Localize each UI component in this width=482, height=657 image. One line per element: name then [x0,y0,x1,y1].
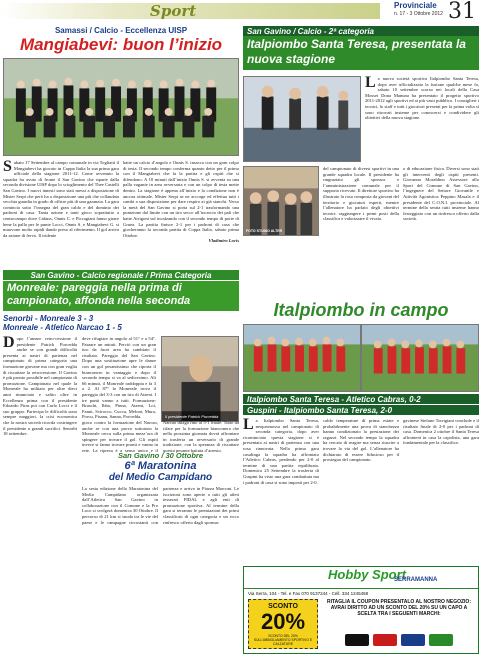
category-bar: San Gavino / Calcio - 2ª categoria [243,26,479,36]
story-headline: Italpiombo Santa Teresa, presentata la nuova stagione [243,36,479,70]
sconto-text: SCONTO DEL 20% SULL’ABBIGLIAMENTO SPORTIVO E CALZATURE [253,634,313,646]
story-text-b: batte un calcio d’angolo e Onnis S. insacca con un gran colpo di testa. Il secondo tempo conferma quanto detto per il primo con il Mangiabevi che fa la partita e gli ospiti che si difendono. A 10 minuti dall’inizio Onnis S. si avventa su una palla vagante in area avversaria e con un colpo di testa mette dentro. La stagione è appena all’inizio e la condizione non è ancora ottimale. Mister Serpi se ne accorge ed effettua tutti i cambi a sua disposizione per dare respiro ai già stanchi. Verso la metà del San Gavino si porta sul 2-1 trasformando una punizione dal limite con un tiro secco all’incrocio dei pali che batte Arrigoni sul incalzando con il secondo tempo di porte di Gruea. La partita finisce 2-1 per i padroni di casa che giocheranno la seconda partita di Coppa Italia, sabato prima Ottobre. [123,160,239,238]
story-text-c: gioco contro la formazione del Narcao, anche se con una prova sottotono la Monreale cerca sulla prima mezz’ora di spingere per trovare il gol. Gli ospiti invece si fanno trovare pronti e vanno in rete. La ripresa è a senso unico e il Narcao dilaga fino al 5-1 finale. Tutto da rifare per la formazione bianconera che nella prossima giornata dovrà affrontare in trasferta un avversario di grande tradizione, con la speranza di riscattare questa pesante battuta d’arresto. [82,420,239,453]
story-headline: Monreale: pareggia nella prima di campionato, affonda nella seconda [3,281,239,311]
story-maratonina [82,451,239,576]
brand-logo-icon [401,634,425,646]
ad-coupon [248,599,318,649]
headline-line-2: del Medio Campidano [108,472,213,483]
president-photo [161,336,239,422]
story-text: La sesta edizione della Maratonina del Medio Campidano organizzata dall’Atletica San Gavino in collaborazione con il Comune e la Pro Loco si svolgerà domenica 30 Ottobre. Il percorso di 21 km si snoda tra le vie del paese e le campagne circostanti con partenza e arrivo in Piazza Marconi. Le iscrizioni sono aperte a tutti gli atleti tesserati FIDAL e agli enti di promozione sportiva. Al termine della gara si terranno le premiazioni dei primi classificati di ogni categoria e un ricco rinfresco offerto dagli sponsor. [82,486,239,525]
story-italpiombo-in-campo: Italpiombo in campo Italpiombo Santa Teresa - Atletico Cabras, 0-2 Guspini - Italpiombo Santa Teresa, 2-0 La Italpiombo Santa Teresa, neopromossa nel campionato di seconda categoria, dopo aver ricominciato questa stagione si è presentata ai nastri di partenza con una rosa rinnovata. Nella prima gara casalinga la squadra ha affrontato l’Atletico Cabras, perdendo per 2-0 al termine di una partita equilibrata. Domenica 25 Settembre la trasferta di Guspini ha visto una gara combattuta ma i padroni di casa si sono imposti per 2-0. caldo temperature di prima estate e probabilmente una prova di stanchezza hanno condizionato la prestazione dei ragazzi. Nel secondo tempo la squadra ha cercato di reagire ma senza riuscire a trovare la via del gol. L’allenatore ha dichiarato di essere fiducioso per il prosieguo del campionato. gavinese Stefano Torrigiani conclude e il risultato finale di 2-0 per i padroni di casa. Domenica 2 ottobre il Santa Teresa affronterà in casa la capolista, una gara fondamentale per la classifica. [243,300,479,485]
team-photo [3,58,239,156]
issue-info: n. 17 - 3 Ottobre 2012 [394,11,443,17]
match-result-2: Guspini - Italpiombo Santa Teresa, 2-0 [243,405,479,415]
story-text-c: gavinese Stefano Torrigiani conclude e il risultato finale di 2-0 per i padroni di casa. Domenica 2 ottobre il Santa Teresa affronterà in casa la capolista, una gara fondamentale per la classifica. [403,418,479,446]
story-text-a: a nuova società sportiva Italpiombo Santa Teresa, dopo aver ufficializzato la fusione qualche mese fa, sabato 10 settembre scorso nei locali della Casa Mossei Dona Manuna ha presentato il progetto sportivo 2011-2012 agli sportivi ed ai più vasti pubblico. I consiglieri i tecnici, lo staff e tutti i giocatori presenti per la prima volta si sono ritrovati insieme per conoscersi e condividere gli obiettivi della nuova stagione. [365,76,479,121]
story-text-b: caldo temperature di prima estate e probabilmente una prova di stanchezza hanno condizionato la prestazione dei ragazzi. Nel secondo tempo la squadra ha cercato di reagire ma senza riuscire a trovare la via del gol. L’allenatore ha dichiarato di essere fiducioso per il prosieguo del campionato. [323,418,399,463]
story-text-b: deve rifugiare in angolo al 51° e a 54°. Paraare un mirati. Perciò con un gran tiro da fuori area ha cambiato il risultato. Pareggio del San Gavino. Dopo una sostituzione apre le danze con un gol pesantissimo che riporta il bianconero in vantaggio e dopo il secondo tempo si va al sedicesimo. Ali 66 minuti, il Monreale raddoppia e fa 3 a 2. Al 87° la Monreale trova il pareggio del 3-3 con un tiro di Atzeni. I tre punti vanno a tutti. Formazione: Bruschi, Ibba, Pinna, Atzeni, Loi, Fanni, Scirocco, Cuccu, Meloni, Mura, Porcu, Pisanu, Sanna, Porcedda. [82,336,156,420]
story-kicker: San Gavino / 30 Ottobre [117,451,204,460]
story-text-a: a Italpiombo Santa Teresa, neopromossa nel campionato di seconda categoria, dopo aver ricominciato questa stagione si è presentata ai nastri di partenza con una rosa rinnovata. Nella prima gara casalinga la squadra ha affrontato l’Atletico Cabras, perdendo per 2-0 al termine di una partita equilibrata. Domenica 25 Settembre la trasferta di Guspini ha visto una gara combattuta ma i padroni di casa si sono imposti per 2-0. [243,418,319,485]
page-header [0,0,482,22]
story-text-b: del campionato di diversi sportivi in una grande squadra locale. Il presidente ha ringraziato gli sponsor e l’amministrazione comunale per il supporto ricevuto. Il direttore sportivo ha illustrato la rosa composta da giovani del territorio e giocatori esperti, mentre l’allenatore ha parlato degli obiettivi tecnici: raggiungere i primi posti della classifica e valorizzare il vivaio. [323,166,399,222]
ad-coupon-text: RITAGLIA IL COUPON PRESENTALO AL NOSTRO NEGOZIO: AVRAI DIRITTO AD UN SCONTO DEL 20% SU UN CAPO A SCELTA TRA I SEGUENTI MARCHI: [327,599,471,617]
story-kicker: Samassi / Calcio - Eccellenza UISP [54,26,188,35]
story-text-c: o di educazione fisica. Diversi sono stati gli interventi degli ospiti presenti. Giovanna Moraldino Assessore allo Sport del Comune di San Gavino, l’ingegnere del Settore Giovanile e Attività Agonistica Peppino Masala e il presidente del C.O.N.I. provinciale. Al termine della serata tutti insieme hanno festeggiato con un rinfresco offerto dalla società. [403,166,479,222]
sconto-value: 20% [260,609,306,634]
brand-name: Provinciale [394,1,437,10]
photo-credit: FOTO STUDIO ALTER [246,229,283,233]
ad-brand-city: SERRAMANNA [394,577,438,583]
ad-brand-logos [324,631,474,649]
story-italpiombo-presentazione: San Gavino / Calcio - 2ª categoria Italpiombo Santa Teresa, presentata la nuova stagione La nuova società sportiva Italpiombo Santa Teresa, dopo aver ufficializzato la fusione qualche mese fa, sabato 10 settembre scorso nei locali della Casa Mossei Dona Manuna ha presentato il progetto sportivo 2011-2012 agli sportivi ed ai più vasti pubblico. I consiglieri i tecnici, lo staff e tutti i giocatori presenti per la prima volta si sono ritrovati insieme per conoscersi e condividere gli obiettivi della nuova stagione. FOTO STUDIO ALTER del campionato di diversi sportivi in una grande squadra locale. Il presidente ha ringraziato gli sponsor e l’amministrazione comunale per il supporto ricevuto. Il direttore sportivo ha illustrato la rosa composta da giovani del territorio e giocatori esperti, mentre l’allenatore ha parlato degli obiettivi tecnici: raggiungere i primi posti della classifica e valorizzare il vivaio. o di educazione fisica. Diversi sono stati gli interventi degli ospiti presenti. Giovanna Moraldino Assessore allo Sport del Comune di San Gavino, l’ingegnere del Settore Giovanile e Attività Agonistica Peppino Masala e il presidente del C.O.N.I. provinciale. Al termine della serata tutti insieme hanno festeggiato con un rinfresco offerto dalla società. [243,26,479,296]
story-text-a: abato 17 Settembre al campo comunale in via Togliatti il Mangiabevi ha giocato in Coppa Italia la sua prima gara ufficiale della stagione 2011-12. Come avvenuto la squadra ha avuto di fronte il San Gavino che riparte dalla seconda divisione UISP dopo lo scioglimento del Thee Castelli San Gavino. I nuovi innesti sono stati messi a disposizione di Mister Serpi che però ha a disposizione una più che collaudata vecchia guardia in grado di offrire più di una garanzia. La gara comincia sotto l’insegna del gran caldo e del dominio dei padroni di casa. Tanta azione e tanti gioco soprattutto a centrocampo dove Cabuss, Onnis C. e Piccagiani fanno girare bene la palla per le punte Locci, Onnis S. e Mangiabevi G. si muovono molto rapidi dando preso al riferimento. Il gol arriva da azione di fervo. Il tridente [3,160,119,238]
hobby-sport-advertisement [243,566,479,654]
match-result-1: Italpiombo Santa Teresa - Atletico Cabras, 0-2 [243,394,479,404]
story-headline: Italpiombo in campo [273,300,449,320]
ad-header [244,567,478,589]
story-text-a: opo l’amaro retro-cessione il presidente Patrick Porcedda anche se con grandi difficoltà presenta ai nastri di partenza nel campionato di prima categoria una formazione giovane ma con gran voglia di riscattare la retrocessione. Il Gavino è più pronto possibile nel campionato di promozione. Campionato nel quale la Monreale ha militato per oltre dieci anni rinunciato e salito oltre in Eccellenza prima con il presidente Edoardo Piras poi con Carlo Locci e il suo gruppo. Partecipa le difficoltà sono sempre maggiori, la crisi economica che la nostra società ricorda costringere il presidente a grandi sacrifici. Senorbì 18 settembre. [3,336,77,437]
match-photo-1 [243,324,361,392]
photo-caption: Il presidente Patrick Porcedda [165,414,219,419]
story-body: Dopo l’amaro retro-cessione il presidente Patrick Porcedda anche se con grandi difficoltà presenta ai nastri di partenza nel campionato di prima categoria una formazione giovane ma con gran voglia di riscattare la retrocessione. Il Gavino è più pronto possibile nel campionato di promozione. Campionato nel quale la Monreale ha militato per oltre dieci anni rinunciato e salito oltre in Eccellenza prima con il presidente Edoardo Piras poi con Carlo Locci e il suo gruppo. Partecipa le difficoltà sono sempre maggiori, la crisi economica che la nostra società ricorda costringere il presidente a grandi sacrifici. Senorbì 18 settembre. deve rifugiare in angolo al 51° e a 54°. Paraare un mirati. Perciò con un gran tiro da fuori area ha cambiato il risultato. Pareggio del San Gavino. Dopo una sostituzione apre le danze con un gol pesantissimo che riporta il bianconero in vantaggio e dopo il secondo tempo si va al sedicesimo. Ali 66 minuti, il Monreale raddoppia e fa 3 a 2. Al 87° la Monreale trova il pareggio del 3-3 con un tiro di Atzeni. I tre punti vanno a tutti. Formazione: Bruschi, Ibba, Pinna, Atzeni, Loi, Fanni, Scirocco, Cuccu, Meloni, Mura, Porcu, Pisanu, Sanna, Porcedda. Il presidente Patrick Porcedda gioco contro la formazione del Narcao, anche se con una prova sottotono la Monreale cerca sulla prima mezz’ora di spingere per trovare il gol. Gli ospiti invece si fanno trovare pronti e vanno in rete. La ripresa è a senso unico e il Narcao dilaga fino al 5-1 finale. Tutto da rifare per la formazione bianconera che nella prossima giornata dovrà affrontare in trasferta un avversario di grande tradizione, con la speranza di riscattare questa pesante battuta d’arresto. [3,334,239,453]
headline-line-1: 6ª Maratonina [124,460,197,472]
score-line-2: Monreale - Atletico Narcao 1 - 5 [3,323,122,332]
sconto-label: SCONTO [268,603,298,610]
story-headline: Mangiabevi: buon l’inizio [19,35,223,54]
match-photo-2 [361,324,479,392]
ad-brand: Hobby Sport [328,567,406,582]
section-title: Sport [150,2,197,20]
presentation-photo [243,76,361,162]
score-line-1: Senorbì - Monreale 3 - 3 [3,314,94,323]
byline: Vladimiro Locis [208,238,239,244]
story-body: Sabato 17 Settembre al campo comunale in via Togliatti il Mangiabevi ha giocato in Coppa Italia la sua prima gara ufficiale della stagione 2011-12. Come avvenuto la squadra ha avuto di fronte il San Gavino che riparte dalla seconda divisione UISP dopo lo scioglimento del Thee Castelli San Gavino. I nuovi innesti sono stati messi a disposizione di Mister Serpi che però ha a disposizione una più che collaudata vecchia guardia in grado di offrire più di una garanzia. La gara comincia sotto l’insegna del gran caldo e del dominio dei padroni di casa. Tanta azione e tanti gioco soprattutto a centrocampo dove Cabuss, Onnis C. e Piccagiani fanno girare bene la palla per le punte Locci, Onnis S. e Mangiabevi G. si muovono molto rapidi dando preso al riferimento. Il gol arriva da azione di fervo. Il tridente batte un calcio d’angolo e Onnis S. insacca con un gran colpo di testa. Il secondo tempo conferma quanto detto per il primo con il Mangiabevi che fa la partita e gli ospiti che si difendono. A 10 minuti dall’inizio Onnis S. si avventa su una palla vagante in area avversaria e con un colpo di testa mette dentro. La stagione è appena all’inizio e la condizione non è ancora ottimale. Mister Serpi se ne accorge ed effettua tutti i cambi a sua disposizione per dare respiro ai già stanchi. Verso la metà del San Gavino si porta sul 2-1 trasformando una punizione dal limite con un tiro secco all’incrocio dei pali che batte Arrigoni sul incalzando con il secondo tempo di porte di Gruea. La partita finisce 2-1 per i padroni di casa che giocheranno la seconda partita di Coppa Italia, sabato prima Ottobre. Vladimiro Locis [3,158,239,244]
audience-photo [243,166,319,236]
brand-logo-icon [345,634,369,646]
page-number: 31 [448,0,476,24]
brand-logo-icon [373,634,397,646]
ad-address: Via Serra, 104 - Tel. e Fax 070 9137244 - Cell. 334 1245458 [248,591,369,596]
story-mangiabevi [3,26,239,266]
brand-logo-icon [429,634,453,646]
category-bar: San Gavino - Calcio regionale / Prima Categoria [3,270,239,280]
